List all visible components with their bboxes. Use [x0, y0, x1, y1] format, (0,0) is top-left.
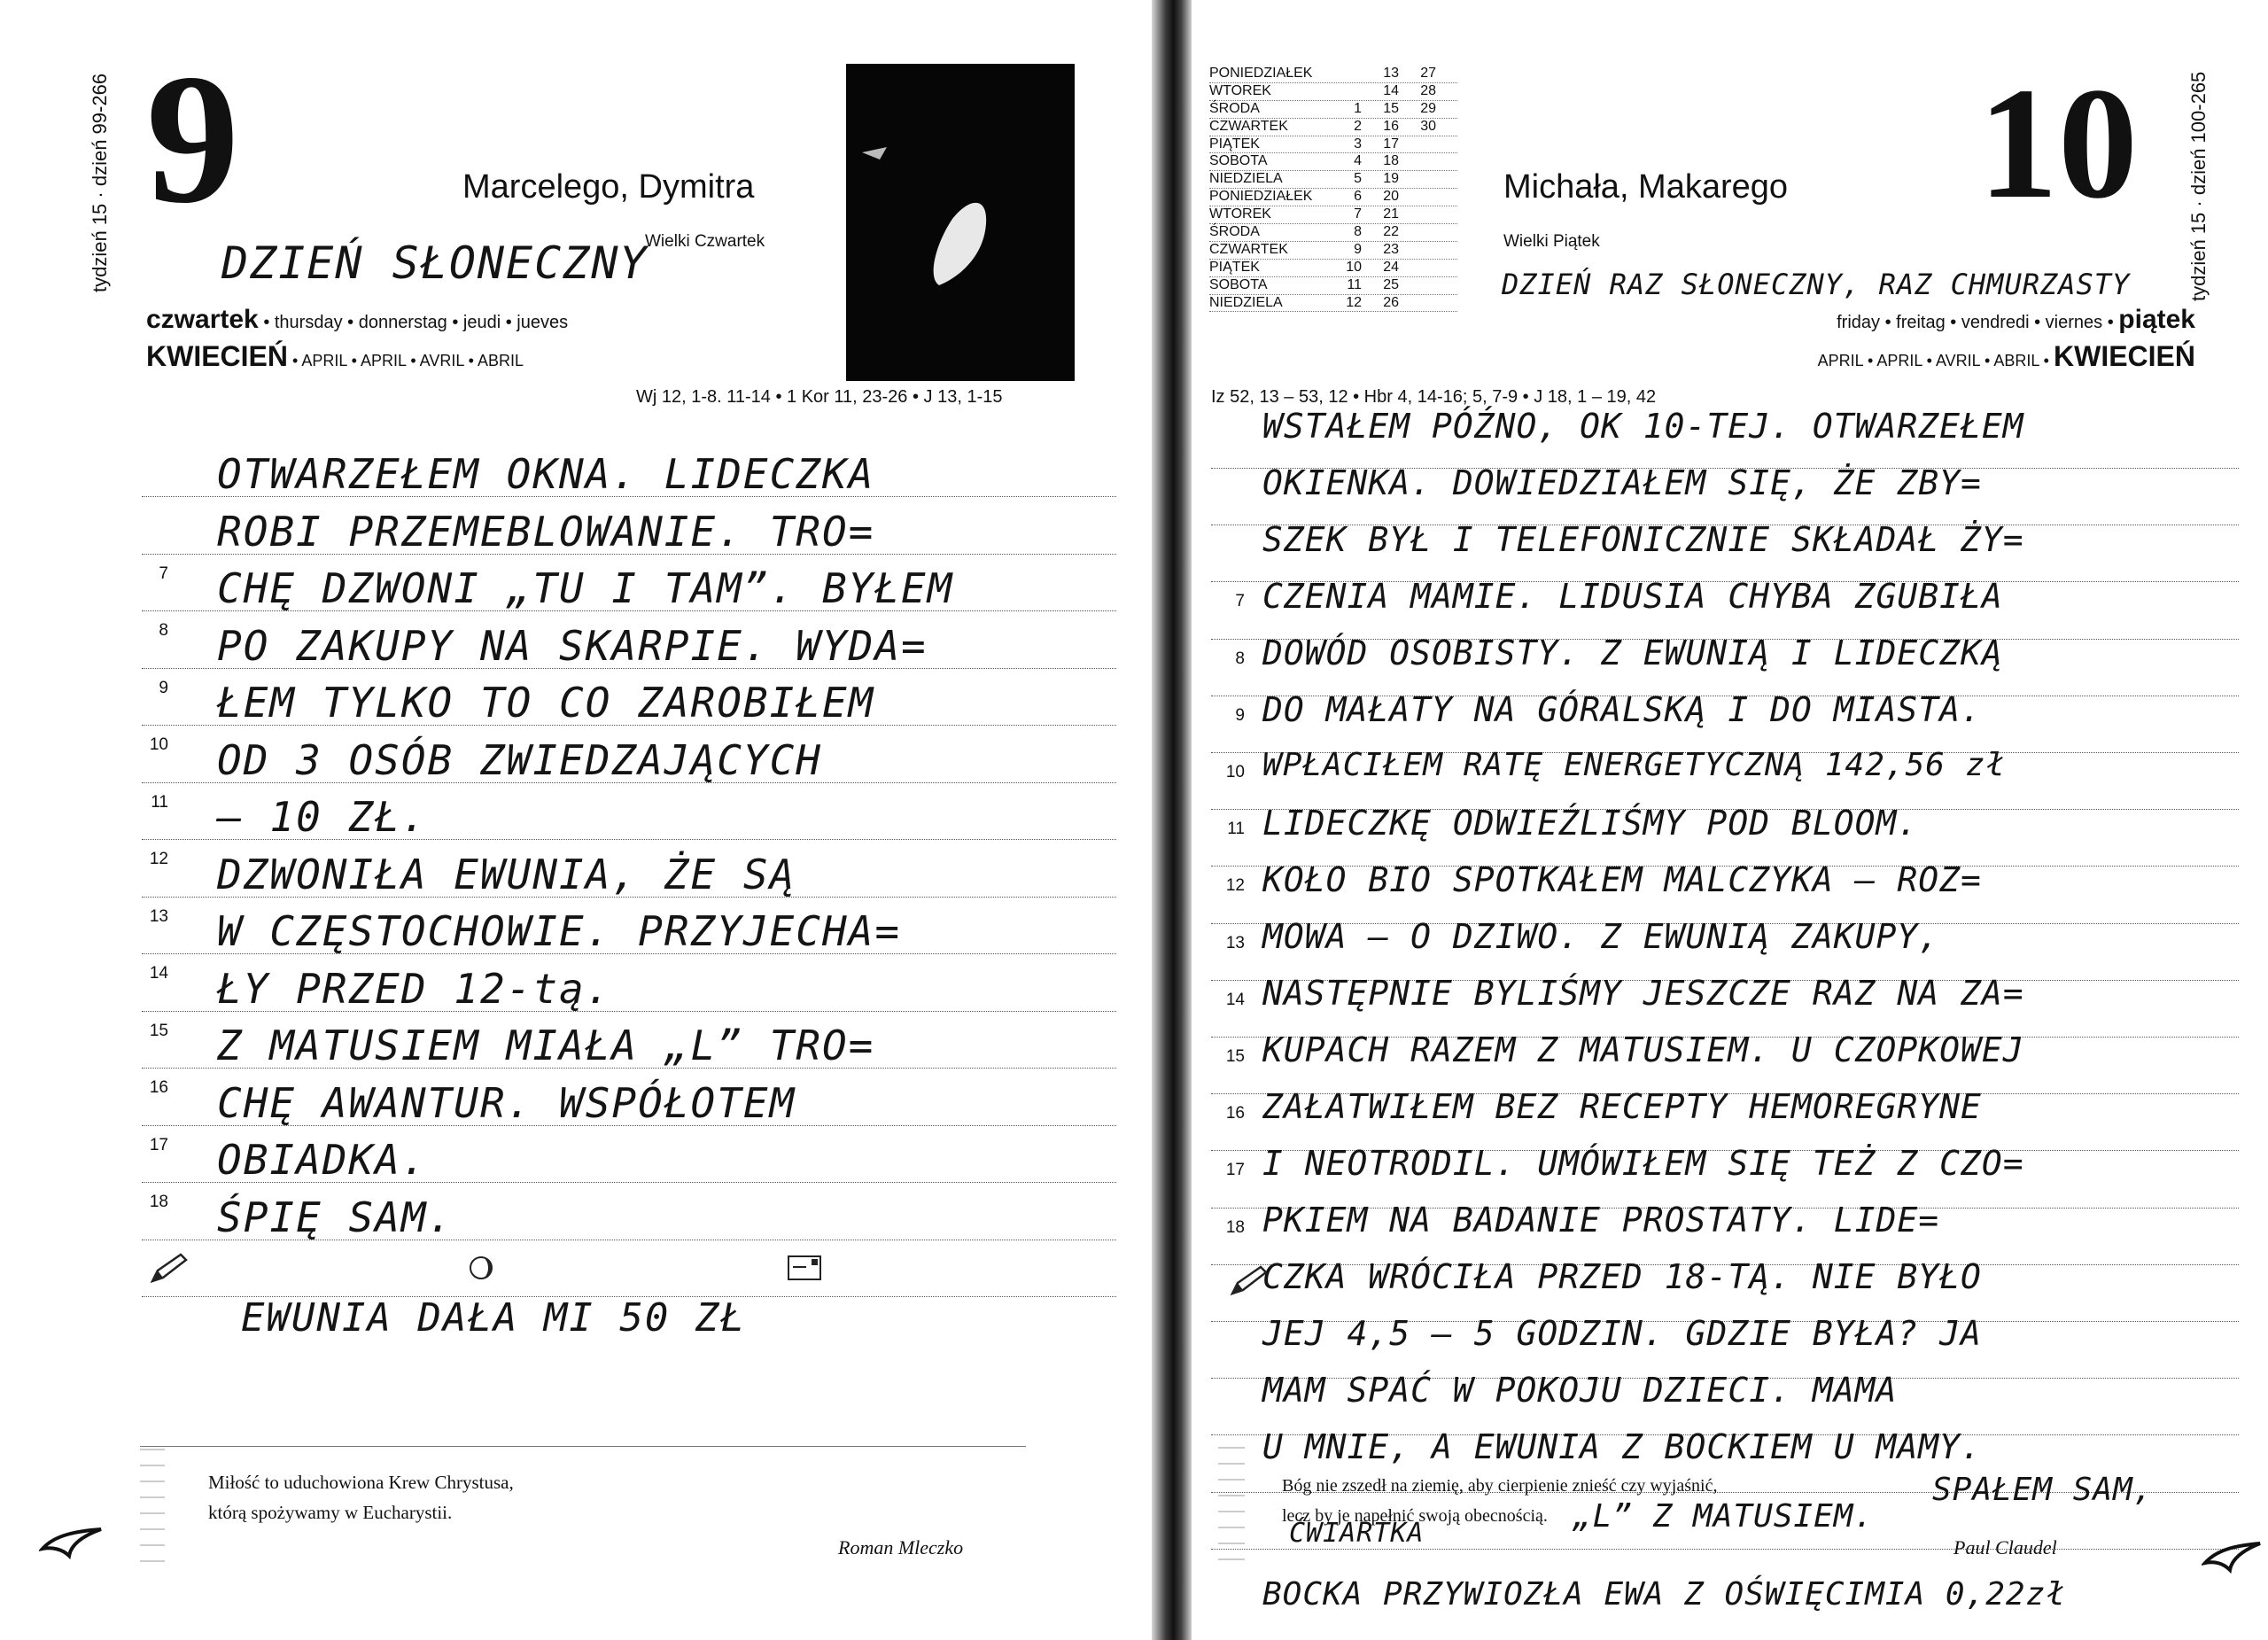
hour-label: 17: [149, 1135, 168, 1154]
calendar-date: [1399, 224, 1436, 241]
calendar-day-name: WTOREK: [1209, 82, 1271, 98]
hour-label: 9: [159, 678, 168, 697]
name-days: Michała, Makarego: [1503, 168, 1789, 206]
entry-line: CHĘ DZWONI „TU I TAM”. BYŁEM: [217, 564, 954, 612]
day-name: piątek: [2118, 305, 2195, 334]
quote-line-1: Miłość to uduchowiona Krew Chrystusa,: [208, 1472, 514, 1493]
calendar-row: [1209, 83, 1457, 101]
calendar-date: 12: [1346, 294, 1362, 310]
entry-line: ŁY PRZED 12-tą.: [217, 964, 612, 1013]
envelope-icon: [787, 1255, 822, 1281]
calendar-date: 23: [1383, 241, 1399, 257]
entry-line: BOCKA PRZYWIOZŁA EWA Z OŚWIĘCIMIA 0,22zł: [1262, 1576, 2066, 1613]
month-translations: • APRIL • APRIL • AVRIL • ABRIL: [292, 352, 524, 369]
calendar-date: 14: [1383, 82, 1399, 98]
publisher-logo-icon: [2202, 1540, 2264, 1575]
calendar-date: 19: [1383, 171, 1399, 187]
calendar-date: [1399, 171, 1436, 188]
entry-line: „L” Z MATUSIEM.: [1573, 1498, 1875, 1535]
hour-label: 12: [149, 850, 168, 868]
hour-label: 8: [159, 621, 168, 640]
hour-label: 13: [1225, 933, 1245, 952]
calendar-date: [1324, 66, 1362, 82]
quote-author: Paul Claudel: [1953, 1536, 2057, 1558]
calendar-date: [1324, 83, 1362, 100]
entry-line: PKIEM NA BADANIE PROSTATY. LIDE=: [1262, 1201, 1940, 1240]
hour-label: 13: [149, 906, 168, 926]
calendar-row: [1209, 206, 1457, 224]
hour-label: 15: [1225, 1047, 1245, 1066]
calendar-row: [1209, 101, 1457, 119]
weather-note: DZIEŃ RAZ SŁONECZNY, RAZ CHMURZASTY: [1502, 268, 2131, 301]
hour-label: 10: [149, 735, 168, 754]
entry-line: JEJ 4,5 – 5 GODZIN. GDZIE BYŁA? JA: [1262, 1314, 1982, 1353]
entry-line: WSTAŁEM PÓŹNO, OK 10-TEJ. OTWARZEŁEM: [1262, 407, 2024, 446]
calendar-date: 27: [1420, 66, 1436, 81]
quote-stripes: [140, 1446, 165, 1570]
quote-line-2: lecz by je napełnić swoją obecnością.: [1282, 1506, 1548, 1526]
calendar-date: 4: [1354, 153, 1362, 169]
month-translations: APRIL • APRIL • AVRIL • ABRIL •: [1817, 352, 2049, 369]
entry-line: KUPACH RAZEM Z MATUSIEM. U CZOPKOWEJ: [1262, 1030, 2024, 1069]
hour-label: 18: [149, 1193, 168, 1211]
entry-line: ROBI PRZEMEBLOWANIE. TRO=: [217, 507, 875, 556]
entry-line: ŚPIĘ SAM.: [217, 1193, 454, 1241]
bible-readings: Iz 52, 13 – 53, 12 • Hbr 4, 14-16; 5, 7-9 • J 18, 1 – 19, 42: [1211, 387, 1657, 407]
calendar-row: [1209, 295, 1457, 313]
hour-label: 16: [1225, 1104, 1245, 1123]
calendar-date: [1399, 206, 1436, 223]
entry-line: ŁEM TYLKO TO CO ZAROBIŁEM: [217, 679, 875, 727]
entry-line: ZAŁATWIŁEM BEZ RECEPTY HEMOREGRYNE: [1262, 1087, 1982, 1126]
calendar-day-name: ŚRODA: [1209, 100, 1260, 116]
calendar-date: 15: [1383, 100, 1399, 116]
calendar-date: 16: [1383, 118, 1399, 134]
calendar-date: 17: [1383, 136, 1399, 152]
feast-name: Wielki Czwartek: [645, 232, 765, 251]
entry-line: CZENIA MAMIE. LIDUSIA CHYBA ZGUBIŁA: [1262, 577, 2003, 616]
calendar-date: 9: [1354, 241, 1362, 257]
quote: [1282, 1471, 1717, 1531]
entry-line: DOWÓD OSOBISTY. Z EWUNIĄ I LIDECZKĄ: [1262, 633, 2003, 672]
devotional-photo: [846, 64, 1075, 381]
calendar-row: [1209, 224, 1457, 242]
calendar-day-name: PONIEDZIAŁEK: [1209, 189, 1313, 205]
calendar-row: [1209, 66, 1457, 83]
entry-line: SZEK BYŁ I TELEFONICZNIE SKŁADAŁ ŻY=: [1262, 520, 2024, 559]
bible-readings: Wj 12, 1-8. 11-14 • 1 Kor 11, 23-26 • J 13, 1-15: [636, 387, 1003, 407]
quote: [208, 1467, 514, 1527]
calendar-date: 21: [1383, 206, 1399, 222]
calendar-day-name: NIEDZIELA: [1209, 171, 1283, 187]
calendar-date: 7: [1354, 206, 1362, 222]
calendar-date: [1399, 153, 1436, 170]
hour-label: 18: [1225, 1217, 1245, 1237]
calendar-day-name: CZWARTEK: [1209, 118, 1288, 134]
calendar-day-name: ŚRODA: [1209, 224, 1260, 240]
hour-label: 7: [1235, 592, 1245, 611]
calendar-row: [1209, 277, 1457, 295]
right-diary-page: [1192, 0, 2268, 1640]
calendar-date: 6: [1354, 189, 1362, 205]
hour-label: 11: [1227, 820, 1245, 839]
pencil-icon: [1229, 1263, 1270, 1297]
calendar-row: [1209, 189, 1457, 206]
entry-line: SPAŁEM SAM,: [1932, 1472, 2154, 1508]
calendar-date: 11: [1347, 276, 1362, 292]
calendar-day-name: CZWARTEK: [1209, 241, 1288, 257]
quote-divider: [140, 1446, 1026, 1447]
calendar-day-name: PIĄTEK: [1209, 136, 1260, 152]
entry-line: KOŁO BIO SPOTKAŁEM MALCZYKA – ROZ=: [1262, 860, 1982, 899]
calendar-day-name: NIEDZIELA: [1209, 294, 1283, 310]
calendar-date: 20: [1383, 189, 1399, 205]
calendar-date: [1399, 277, 1436, 294]
calendar-date: 3: [1354, 136, 1362, 152]
day-name: czwartek: [146, 305, 259, 334]
entry-line: OTWARZEŁEM OKNA. LIDECZKA: [217, 450, 875, 498]
entry-line: ĆWIARTKA: [1289, 1518, 1425, 1549]
quote-line-2: którą spożywamy w Eucharystii.: [208, 1502, 453, 1523]
calendar-date: [1399, 189, 1436, 206]
hour-label: 9: [1235, 705, 1245, 725]
calendar-date: 10: [1346, 259, 1362, 275]
entry-line: WPŁACIŁEM RATĘ ENERGETYCZNĄ 142,56 zł: [1262, 747, 2006, 783]
calendar-date: 25: [1383, 276, 1399, 292]
month-name: KWIECIEŃ: [2054, 340, 2195, 372]
entry-line: DZWONIŁA EWUNIA, ŻE SĄ: [217, 850, 796, 898]
day-name-line: [1837, 305, 2195, 335]
weather-note: DZIEŃ SŁONECZNY: [221, 237, 649, 289]
book-gutter: [1152, 0, 1192, 1640]
day-number: 10: [1978, 55, 2138, 231]
calendar-row: [1209, 136, 1457, 154]
entry-line: DO MAŁATY NA GÓRALSKĄ I DO MIASTA.: [1262, 690, 1982, 729]
feast-name: Wielki Piątek: [1503, 232, 1600, 251]
day-number: 9: [146, 36, 239, 242]
name-days: Marcelego, Dymitra: [462, 168, 755, 206]
calendar-date: 1: [1354, 100, 1362, 116]
calendar-date: 24: [1383, 259, 1399, 275]
quote-line-1: Bóg nie zszedł na ziemię, aby cierpienie znieść czy wyjaśnić,: [1282, 1476, 1718, 1496]
entry-line: OD 3 OSÓB ZWIEDZAJĄCYCH: [217, 735, 822, 784]
week-info: tydzień 15 · dzień 99-266: [89, 73, 111, 292]
day-name-translations: • thursday • donnerstag • jeudi • jueves: [263, 313, 569, 332]
calendar-date: 30: [1420, 118, 1436, 134]
entry-line: W CZĘSTOCHOWIE. PRZYJECHA=: [217, 907, 902, 955]
calendar-date: 2: [1354, 118, 1362, 134]
calendar-day-name: WTOREK: [1209, 206, 1271, 222]
month-line: [1818, 340, 2195, 373]
hour-label: 12: [1225, 876, 1245, 896]
month-line: [146, 340, 524, 373]
calendar-row: [1209, 171, 1457, 189]
hour-label: 14: [1225, 990, 1245, 1009]
month-calendar: [1209, 66, 1457, 312]
hour-label: 8: [1235, 649, 1245, 668]
hour-label: 10: [1225, 763, 1245, 781]
calendar-day-name: PONIEDZIAŁEK: [1209, 66, 1313, 81]
calendar-date: [1399, 260, 1436, 276]
quote-stripes: [1218, 1444, 1245, 1568]
entry-line: CZKA WRÓCIŁA PRZED 18-TĄ. NIE BYŁO: [1262, 1257, 1982, 1296]
entry-line: CHĘ AWANTUR. WSPÓŁOTEM: [217, 1078, 796, 1127]
calendar-date: [1399, 136, 1436, 153]
calendar-row: [1209, 119, 1457, 136]
calendar-day-name: SOBOTA: [1209, 153, 1268, 169]
entry-line: U MNIE, A EWUNIA Z BOCKIEM U MAMY.: [1262, 1427, 1982, 1466]
calendar-date: 28: [1420, 82, 1436, 98]
entry-line: MOWA – O DZIWO. Z EWUNIĄ ZAKUPY,: [1262, 917, 1940, 956]
hour-label: 11: [151, 792, 168, 812]
calendar-date: 13: [1383, 66, 1399, 81]
calendar-date: [1399, 295, 1436, 312]
calendar-day-name: SOBOTA: [1209, 276, 1268, 292]
calendar-row: [1209, 153, 1457, 171]
calendar-day-name: PIĄTEK: [1209, 259, 1260, 275]
quote-author: Roman Mleczko: [838, 1536, 964, 1558]
hour-label: 7: [159, 564, 168, 583]
hour-label: 14: [149, 964, 168, 983]
hour-label: 15: [149, 1021, 168, 1040]
publisher-logo-icon: [39, 1526, 105, 1561]
day-name-line: [146, 305, 568, 335]
entry-line: OKIENKA. DOWIEDZIAŁEM SIĘ, ŻE ZBY=: [1262, 463, 1982, 502]
week-info: tydzień 15 · dzień 100-265: [2187, 71, 2210, 301]
entry-line: — 10 ZŁ.: [217, 793, 428, 841]
calendar-date: 26: [1383, 294, 1399, 310]
entry-line: Z MATUSIEM MIAŁA „L” TRO=: [217, 1022, 875, 1069]
calendar-row: [1209, 260, 1457, 277]
entry-line: OBIADKA.: [217, 1136, 428, 1184]
entry-line: I NEOTRODIL. UMÓWIŁEM SIĘ TEŻ Z CZO=: [1262, 1144, 2024, 1183]
month-name: KWIECIEŃ: [146, 340, 288, 372]
calendar-date: 8: [1354, 224, 1362, 240]
day-name-translations: friday • freitag • vendredi • viernes •: [1837, 313, 2114, 332]
calendar-date: 29: [1420, 100, 1436, 116]
entry-line: NASTĘPNIE BYLIŚMY JESZCZE RAZ NA ZA=: [1262, 974, 2024, 1013]
entry-line: LIDECZKĘ ODWIEŹLIŚMY POD BLOOM.: [1262, 804, 1919, 843]
hour-label: 16: [149, 1078, 168, 1097]
calendar-row: [1209, 242, 1457, 260]
calendar-date: 18: [1383, 153, 1399, 169]
moon-icon: [468, 1255, 494, 1281]
entry-line: MAM SPAĆ W POKOJU DZIECI. MAMA: [1262, 1371, 1898, 1410]
calendar-date: 22: [1383, 224, 1399, 240]
bottom-note: EWUNIA DAŁA MI 50 ZŁ: [241, 1295, 746, 1341]
calendar-date: [1399, 242, 1436, 259]
entry-line: PO ZAKUPY NA SKARPIE. WYDA=: [217, 621, 928, 670]
calendar-date: 5: [1354, 171, 1362, 187]
pencil-icon: [149, 1251, 190, 1285]
hour-label: 17: [1225, 1161, 1245, 1180]
